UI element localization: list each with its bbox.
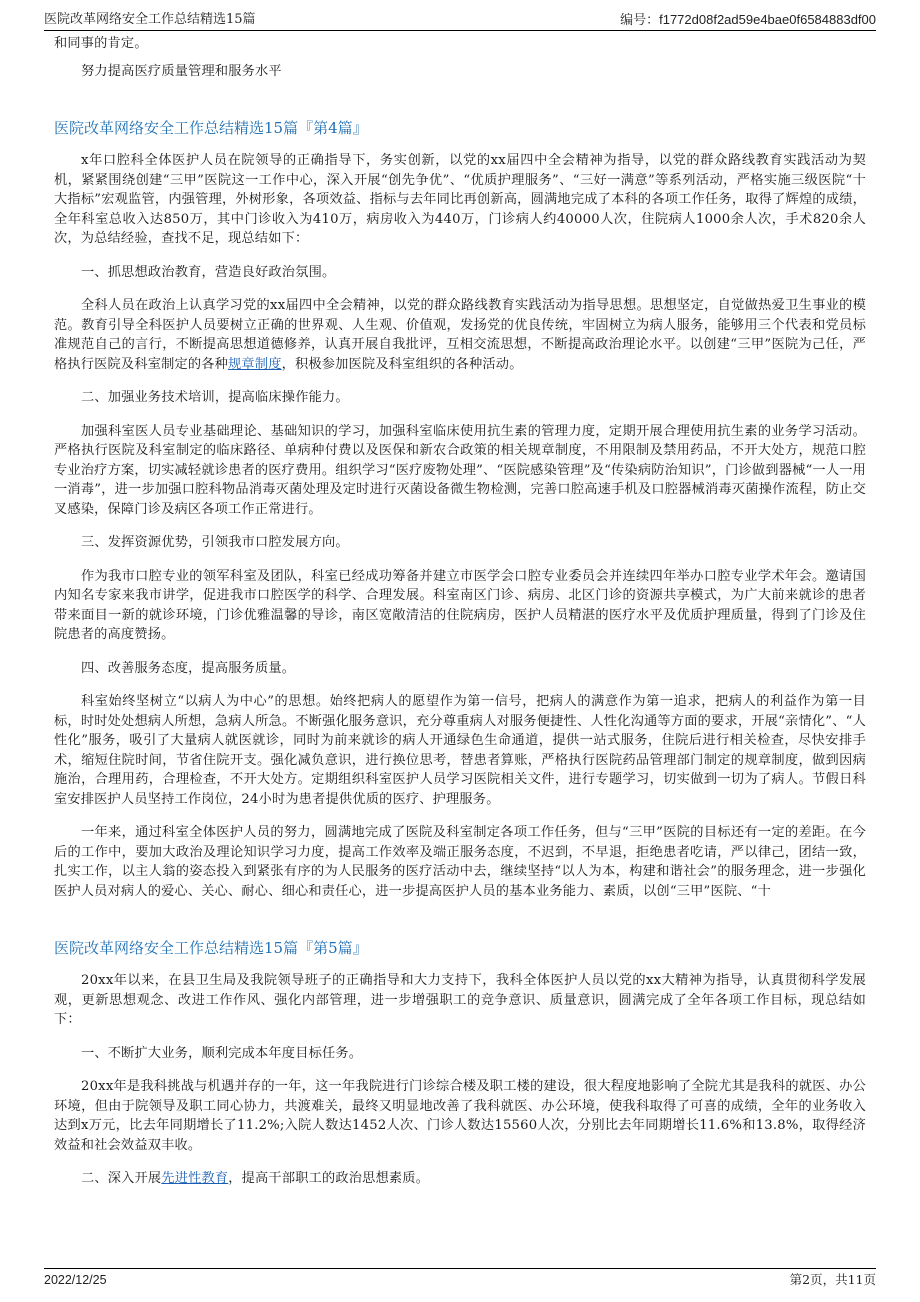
section5-heading-1: 一、不断扩大业务，顺利完成本年度目标任务。 [81,1045,363,1061]
link-advanced-education[interactable]: 先进性教育 [161,1171,229,1186]
page-footer [44,1268,876,1291]
section4-heading-1: 一、抓思想政治教育，营造良好政治氛围。 [81,264,336,280]
section4-paragraph-4: 作为我市口腔专业的领军科室及团队，科室已经成功筹备并建立市医学会口腔专业委员会并连续四年举办口腔专业学术年会。邀请国内知名专家来我市讲学，促进我市口腔医学的科学、合理发展。科室南区门诊、病房、北区门诊的资源共享模式，为广大前来就诊的患者带来面目一新的就诊环境，门诊优雅温馨的导诊，南区宽敞清洁的住院病房，医护人员精湛的医疗水平及优质护理质量，得到了门诊及住院患者的高度赞扬。 [54,568,866,642]
page-header [44,10,876,31]
section4-paragraph-5: 科室始终坚树立“以病人为中心”的思想。始终把病人的愿望作为第一信号，把病人的满意作为第一追求，把病人的利益作为第一目标，时时处处想病人所想，急病人所急。不断强化服务意识，充分尊重病人对服务便捷性、人性化沟通等方面的要求，开展“亲情化”、“人性化”服务，吸引了大量病人就医就诊，同时为前来就诊的病人开通绿色生命通道，提供一站式服务，住院后进行相关检查，尽快安排手术，缩短住院时间，节省住院开支。强化减负意识，进行换位思考，替患者算账，严格执行医院药品管理部门制定的规章制度，做到因病施治，合理用药，合理检查，不开大处方。定期组织科室医护人员学习医院相关文件，进行专题学习，切实做到一切为了病人。节假日科室安排医护人员坚持工作岗位，24小时为患者提供优质的医疗、护理服务。 [54,694,866,807]
section4-paragraph-2-text-b: ，积极参加医院及科室组织的各种活动。 [281,356,523,372]
document-body [54,34,866,1203]
section4-heading-3: 三、发挥资源优势，引领我市口腔发展方向。 [81,535,349,550]
footer-date: 2022/12/25 [44,1273,107,1287]
section4-paragraph-6: 一年来，通过科室全体医护人员的努力，圆满地完成了医院及科室制定各项工作任务，但与“三甲”医院的目标还有一定的差距。在今后的工作中，要加大政治及理论知识学习力度，提高工作效率及端正服务态度，不迟到，不早退，拒绝患者吃请，严以律己，团结一致，扎实工作，以主人翁的姿态投入到紧张有序的为人民服务的医疗活动中去，继续坚持“以人为本，构建和谐社会”的服务理念，进一步强化医护人员对病人的爱心、关心、耐心、细心和责任心，进一步提高医护人员的基本业务能力、素质，以创“三甲”医院、“十 [54,825,866,899]
section-title-5: 医院改革网络安全工作总结精选15篇『第5篇』 [54,939,368,957]
section4-heading-4: 四、改善服务态度，提高服务质量。 [81,660,296,676]
section5-heading-2 [54,1169,866,1189]
section4-heading-2: 二、加强业务技术培训，提高临床操作能力。 [81,390,349,405]
link-rules[interactable]: 规章制度 [228,356,282,372]
section5-heading-2-text-b: ，提高干部职工的政治思想素质。 [228,1171,430,1186]
section4-paragraph-2-text-a: 全科人员在政治上认真学习党的xx届四中全会精神，以党的群众路线教育实践活动为指导思想。思想坚定，自觉做热爱卫生事业的模范。教育引导全科医护人员要树立正确的世界观、人生观、价值观，发扬党的优良传统，牢固树立为病人服务，能够用三个代表和党员标准规范自己的言行，不断提高思想道德修养，认真开展自我批评，互相交流思想，不断提高政治理论水平。以创建“三甲”医院为己任，严格执行医院及科室制定的各种 [54,298,866,372]
header-doc-title: 医院改革网络安全工作总结精选15篇 [44,12,256,27]
section5-paragraph-2: 20xx年是我科挑战与机遇并存的一年，这一年我院进行门诊综合楼及职工楼的建设，很大程度地影响了全院尤其是我科的就医、办公环境，但由于院领导及职工同心协力，共渡难关，最终又明显地改善了我科就医、办公环境，使我科取得了可喜的成绩，全年的业务收入达到x万元，比去年同期增长了11.2%;入院人数达1452人次、门诊人数达15560人次，分别比去年同期增长11.6%和13.8%，取得经济效益和社会效益双丰收。 [54,1079,866,1153]
intro-heading: 努力提高医疗质量管理和服务水平 [81,63,282,79]
section4-paragraph-2 [54,296,866,374]
header-doc-id: 编号：f1772d08f2ad59e4bae0f6584883df00 [620,12,876,27]
section5-heading-2-text-a: 二、深入开展 [81,1171,162,1186]
section4-paragraph-3: 加强科室医人员专业基础理论、基础知识的学习，加强科室临床使用抗生素的管理力度，定期开展合理使用抗生素的业务学习活动。严格执行医院及科室制定的临床路径、单病种付费以及医保和新农合政策的相关规章制度，不用限制及禁用药品，不开大处方，规范口腔专业治疗方案，切实减轻就诊患者的医疗费用。组织学习“医疗废物处理”、“医院感染管理”及“传染病防治知识”，门诊做到器械“一人一用一消毒”，进一步加强口腔科物品消毒灭菌处理及定时进行灭菌设备微生物检测，完善口腔高速手机及口腔器械消毒灭菌操作流程，防止交叉感染，保障门诊及病区各项工作正常进行。 [54,423,866,517]
section4-paragraph-1: x年口腔科全体医护人员在院领导的正确指导下，务实创新，以党的xx届四中全会精神为指导，以党的群众路线教育实践活动为契机，紧紧围绕创建“三甲”医院这一工作中心，深入开展“创先争优”、“优质护理服务”、“三好一满意”等系列活动，严格实施三级医院“十大指标”宏观监管，内强管理，外树形象，各项效益、指标与去年同比再创新高，圆满地完成了本科的各项工作任务，取得了辉煌的成绩，全年科室总收入达850万，其中门诊收入为410万，病房收入为440万，门诊病人约40000人次，住院病人1000余人次，手术820余人次，为总结经验，查找不足，现总结如下： [54,153,866,246]
section-title-4: 医院改革网络安全工作总结精选15篇『第4篇』 [54,119,368,137]
intro-paragraph: 和同事的肯定。 [54,36,148,51]
section5-paragraph-1: 20xx年以来，在县卫生局及我院领导班子的正确指导和大力支持下，我科全体医护人员以党的xx大精神为指导，认真贯彻科学发展观，更新思想观念、改进工作作风、强化内部管理，进一步增强职工的竞争意识、质量意识，圆满完成了全年各项工作目标，现总结如下： [54,973,866,1027]
footer-page-number: 第2页，共11页 [789,1272,876,1287]
